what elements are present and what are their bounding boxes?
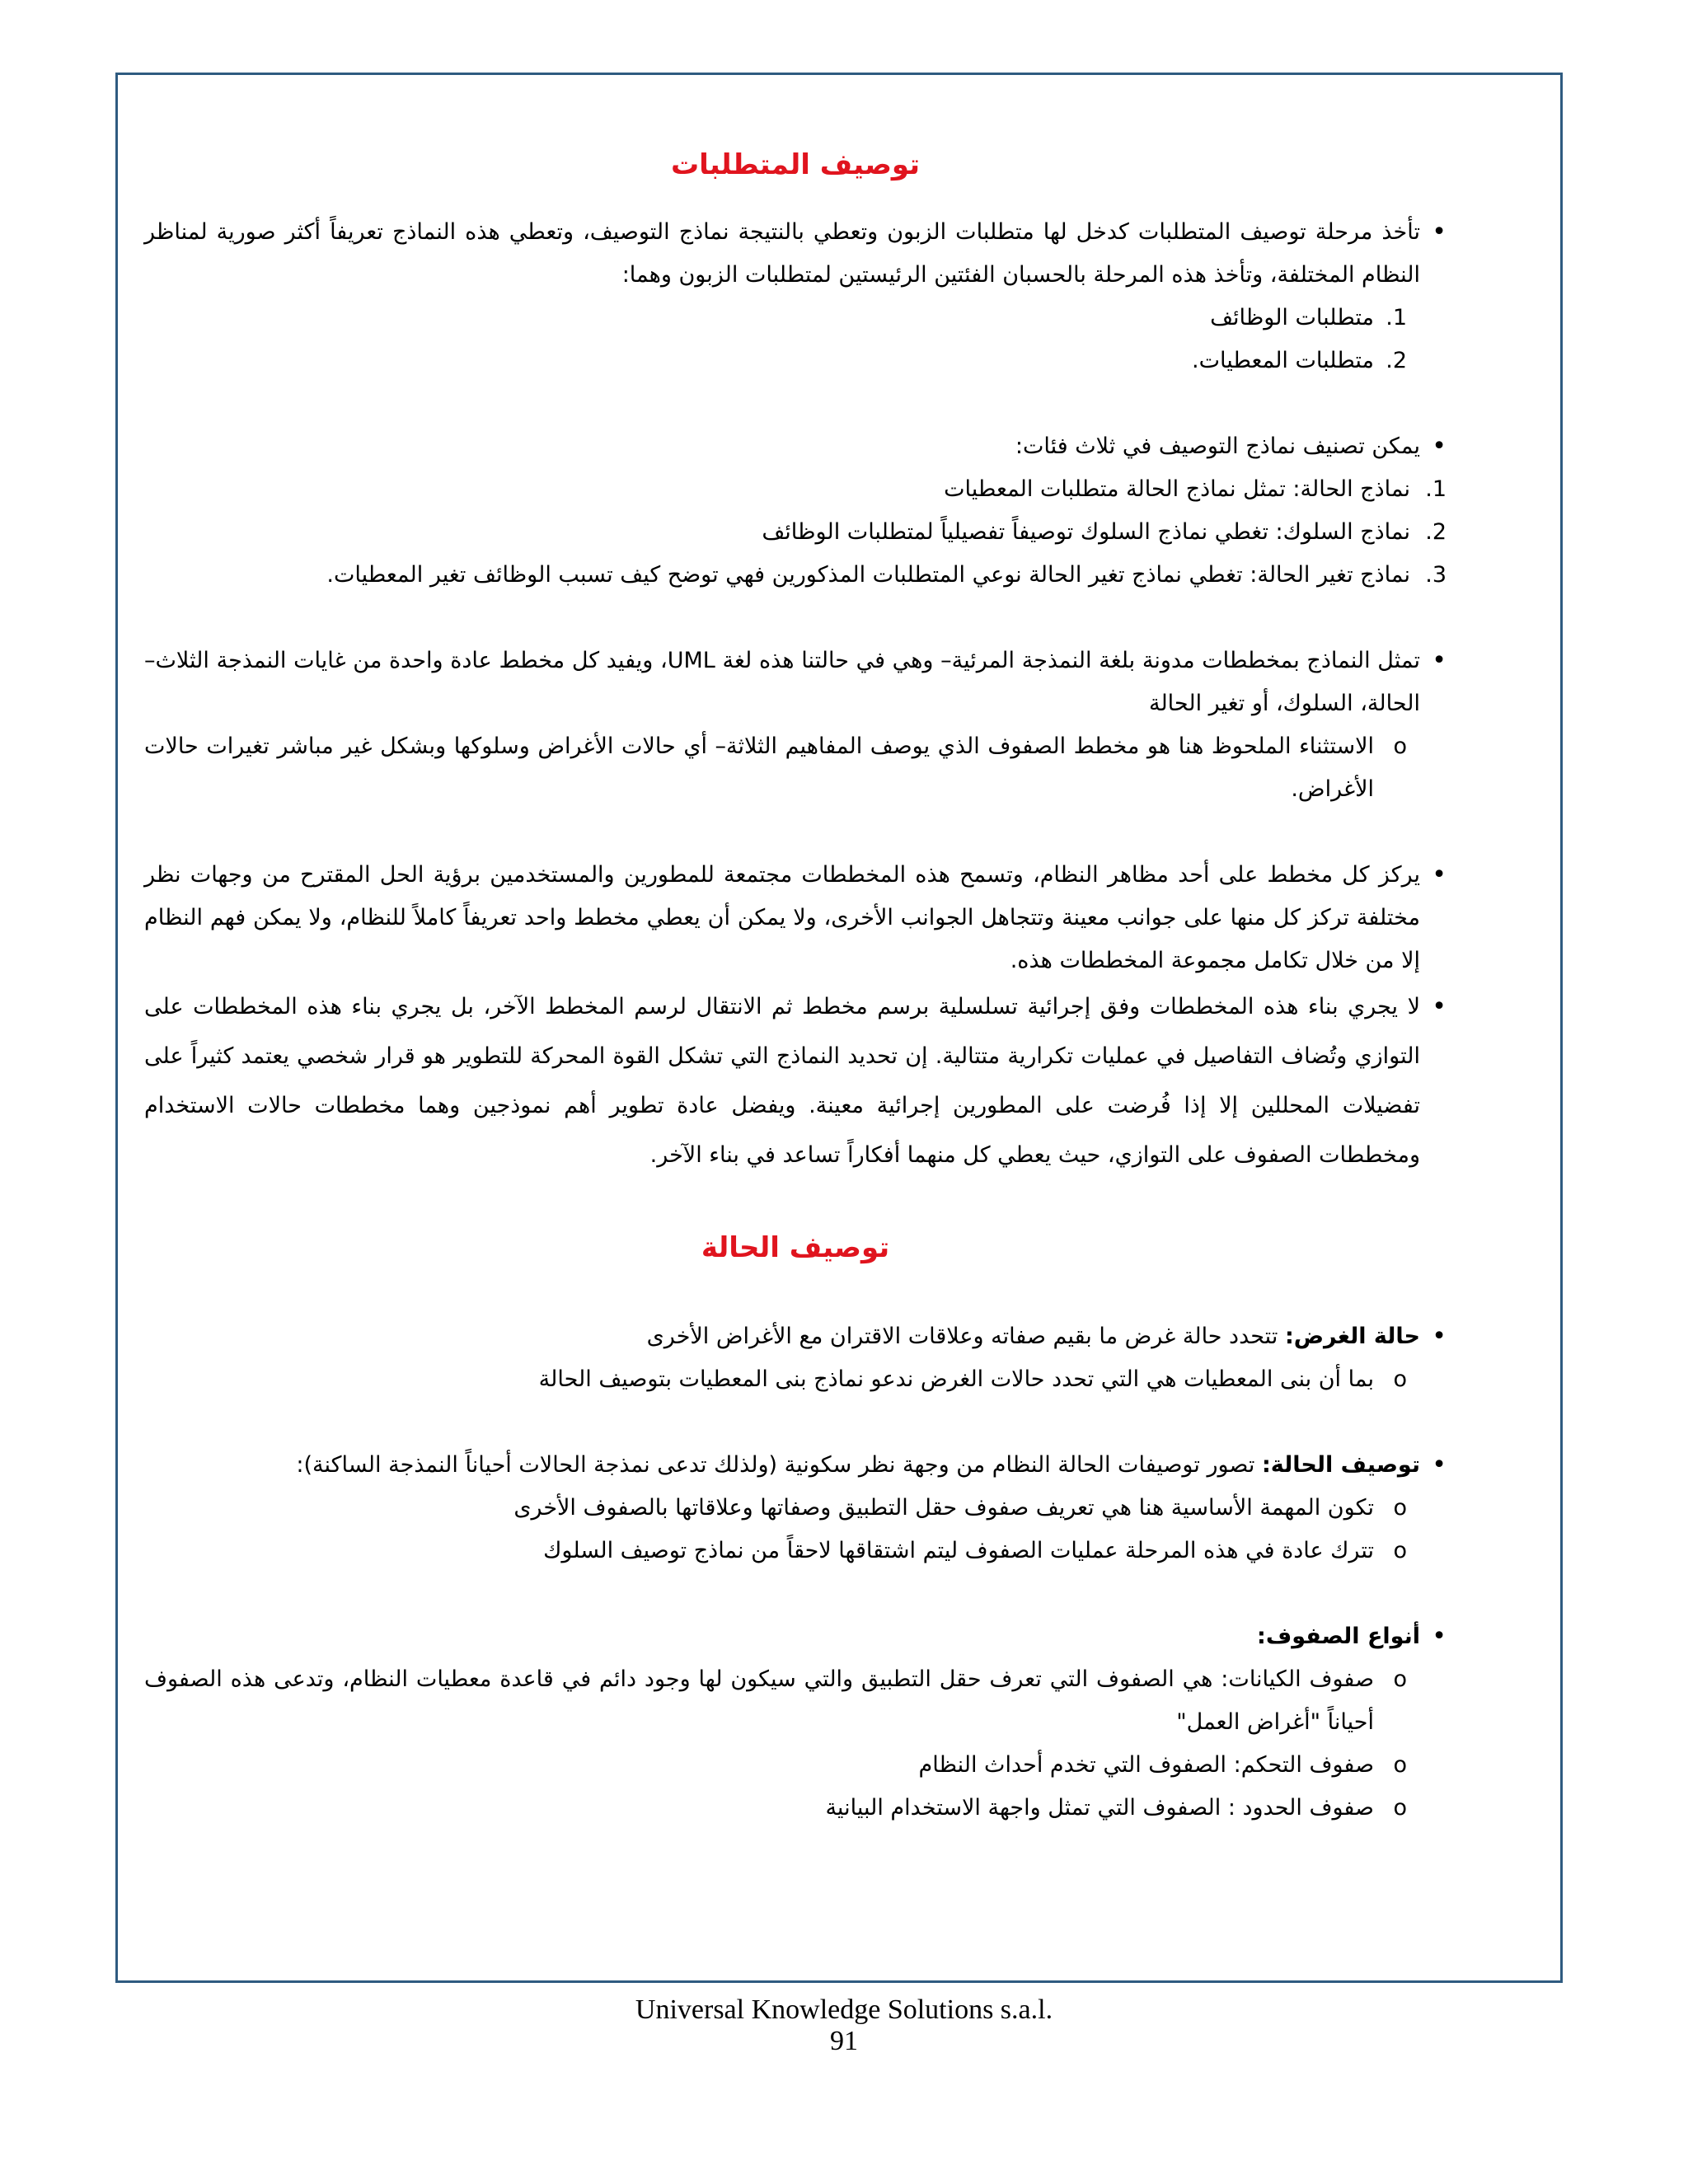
list-item: [144, 297, 1447, 340]
footer-company: Universal Knowledge Solutions s.a.l.: [635, 1994, 1053, 2025]
bullet-object-state: [144, 1315, 1447, 1358]
paragraph-requirements-intro: • تأخذ مرحلة توصيف المتطلبات كدخل لها متطلبات الزبون وتعطي بالنتيجة نماذج التوصيف، وتعطي هذه النماذج تعريفاً أكثر صورية لمناظر النظام المختلفة، وتأخذ هذه المرحلة بالحسبان الفئتين الرئيستين لمتطلبات الزبون وهما:: [144, 211, 1447, 297]
bullet-text: تصور توصيفات الحالة النظام من وجهة نظر سكونية (ولذلك تدعى نمذجة الحالات أحياناً النمذجة الساكنة):: [296, 1452, 1262, 1478]
paragraph-model-categories: • يمكن تصنيف نماذج التوصيف في ثلاث فئات:: [144, 425, 1447, 468]
list-text: نماذج السلوك: تغطي نماذج السلوك توصيفاً تفصيلياً لمتطلبات الوظائف: [762, 519, 1410, 545]
list-item: [144, 340, 1447, 382]
sub-item: o الاستثناء الملحوظ هنا هو مخطط الصفوف الذي يوصف المفاهيم الثلاثة– أي حالات الأغراض وسلوكها وبشكل غير مباشر تغيرات حالات الأغراض.: [144, 725, 1447, 811]
bold-label: حالة الغرض:: [1284, 1324, 1420, 1349]
paragraph-uml-diagrams: • تمثل النماذج بمخططات مدونة بلغة النمذجة المرئية– وهي في حالتنا هذه لغة UML، ويفيد كل مخطط عادة واحدة من غايات النمذجة الثلاث– الحالة، السلوك، أو تغير الحالة: [144, 640, 1447, 725]
bullet-state-specification: [144, 1444, 1447, 1487]
list-text: متطلبات المعطيات.: [1192, 348, 1374, 373]
bullet-class-types: [144, 1615, 1447, 1658]
section-title-state: توصيف الحالة: [701, 1231, 890, 1264]
page-footer: [0, 1994, 1688, 2057]
paragraph-parallel-building: • لا يجري بناء هذه المخططات وفق إجرائية تسلسلية برسم مخطط ثم الانتقال لرسم المخطط الآخر، بل يجري بناء هذه المخططات على التوازي وتُضاف التفاصيل في عمليات تكرارية متتالية. إن تحديد النماذج التي تشكل القوة المحركة للتطوير هو قرار شخصي يعتمد كثيراً على تفضيلات المحللين إلا إذا فُرضت على المطورين إجرائية معينة. ويفضل عادة تطوير أهم نموذجين وهما مخططات حالات الاستخدام ومخططات الصفوف على التوازي، حيث يعطي كل منهما أفكاراً تساعد في بناء الآخر.: [144, 982, 1447, 1180]
list-number: 2.: [1386, 348, 1407, 373]
list-item: [144, 554, 1447, 597]
list-item: [144, 468, 1447, 511]
list-number: 1.: [1386, 305, 1407, 330]
section-title-requirements: توصيف المتطلبات: [670, 148, 921, 181]
sub-item: o تكون المهمة الأساسية هنا هي تعريف صفوف حقل التطبيق وصفاتها وعلاقاتها بالصفوف الأخرى: [144, 1487, 1447, 1530]
bold-label: توصيف الحالة:: [1261, 1452, 1420, 1478]
list-number: 2.: [1425, 519, 1447, 545]
list-text: متطلبات الوظائف: [1210, 305, 1374, 330]
sub-item: o صفوف الكيانات: هي الصفوف التي تعرف حقل التطبيق والتي سيكون لها وجود دائم في قاعدة معطيات النظام، وتدعى هذه الصفوف أحياناً "أغراض العمل": [144, 1658, 1447, 1744]
sub-item: o صفوف التحكم: الصفوف التي تخدم أحداث النظام: [144, 1744, 1447, 1787]
bold-label: أنواع الصفوف:: [1257, 1624, 1420, 1649]
list-number: 3.: [1425, 562, 1447, 588]
list-text: نماذج الحالة: تمثل نماذج الحالة متطلبات المعطيات: [944, 476, 1410, 502]
sub-item: o تترك عادة في هذه المرحلة عمليات الصفوف ليتم اشتقاقها لاحقاً من نماذج توصيف السلوك: [144, 1530, 1447, 1572]
sub-item: o بما أن بنى المعطيات هي التي تحدد حالات الغرض ندعو نماذج بنى المعطيات بتوصيف الحالة: [144, 1358, 1447, 1401]
bullet-text: تتحدد حالة غرض ما بقيم صفاته وعلاقات الاقتران مع الأغراض الأخرى: [646, 1324, 1285, 1349]
paragraph-diagram-focus: • يركز كل مخطط على أحد مظاهر النظام، وتسمح هذه المخططات مجتمعة للمطورين والمستخدمين برؤية الحل المقترح من وجهات نظر مختلفة تركز كل منها على جوانب معينة وتتجاهل الجوانب الأخرى، ولا يمكن أن يعطي مخطط واحد تعريفاً كاملاً للنظام، ولا يمكن فهم النظام إلا من خلال تكامل مجموعة المخططات هذه.: [144, 854, 1447, 982]
list-number: 1.: [1425, 476, 1447, 502]
page-content: [144, 140, 1447, 1830]
list-text: نماذج تغير الحالة: تغطي نماذج تغير الحالة نوعي المتطلبات المذكورين فهي توضح كيف تسبب الوظائف تغير المعطيات.: [326, 562, 1410, 588]
page-number: 91: [830, 2026, 858, 2056]
list-item: [144, 511, 1447, 554]
sub-item: o صفوف الحدود : الصفوف التي تمثل واجهة الاستخدام البيانية: [144, 1787, 1447, 1830]
